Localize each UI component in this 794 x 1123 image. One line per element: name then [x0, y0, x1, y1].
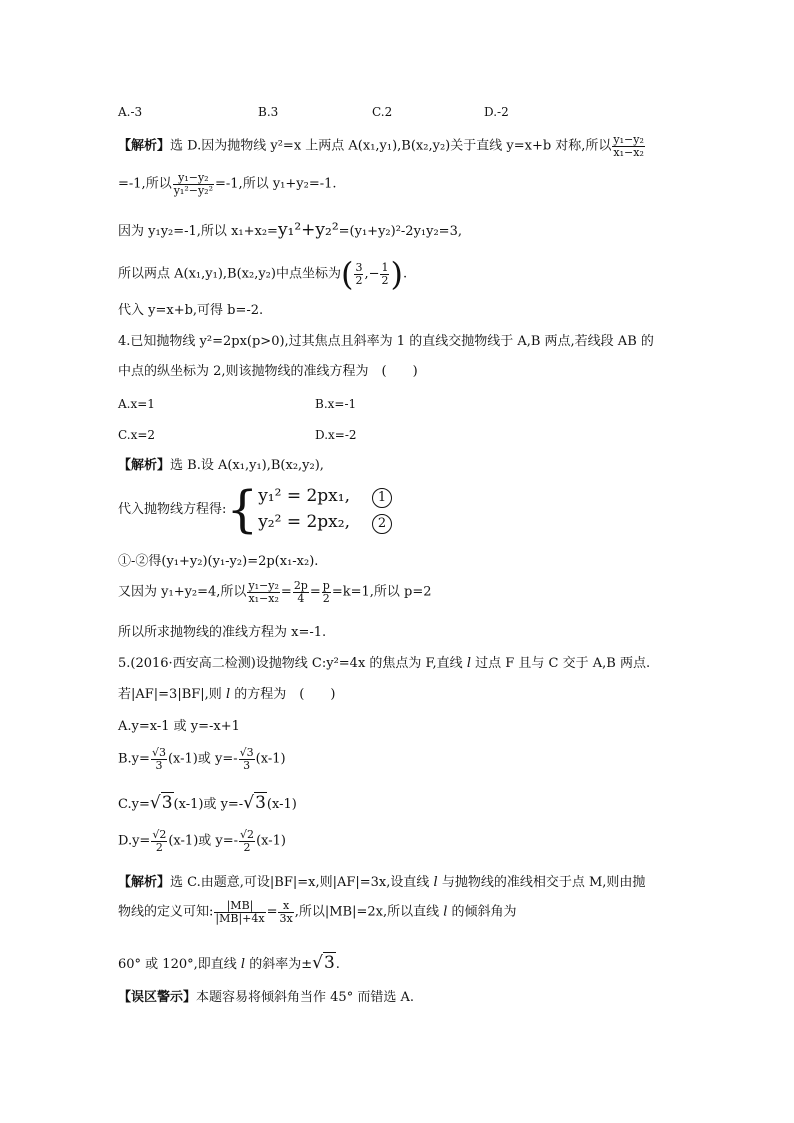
- circled-number-2: 2: [372, 514, 392, 534]
- fraction: $\frac{|MB|}{|MB|+4x}$: [215, 899, 265, 925]
- fraction: $\frac{√2}{2}$: [240, 828, 255, 854]
- q4-solution-line-4: 又因为 y₁+y₂=4,所以 $\frac{\text{y₁−y₂}}{\text{x₁−x₂}}$ = $\frac{2p}{4}$ = $\frac{p}{2}$ =k=1,所以 p=2: [118, 579, 432, 605]
- q3-solution-line-4: 所以两点 A(x₁,y₁),B(x₂,y₂)中点坐标为( $\frac{3}{2}$ ,− $\frac{1}{2}$ ).: [118, 255, 408, 293]
- q5-solution-line-2: 物线的定义可知: $\frac{|MB|}{|MB|+4x}$ = $\frac{x}{3x}$ ,所以|MB|=2x,所以直线 l 的倾斜角为: [118, 899, 517, 925]
- fraction: $\frac{x}{3x}$: [279, 899, 293, 925]
- fraction: $\frac{\text{y₁−y₂}}{\text{x₁−x₂}}$: [613, 133, 644, 159]
- analysis-tag: 【解析】: [118, 458, 171, 473]
- q4-stem-line-1: 4.已知抛物线 y²=2px(p>0),过其焦点且斜率为 1 的直线交抛物线于 A,B 两点,若线段 AB 的: [118, 334, 654, 349]
- fraction: $\frac{2p}{4}$: [293, 579, 308, 605]
- q3-option-d: D.-2: [484, 105, 509, 119]
- q4-equation-system: 代入抛物线方程得:{ y₁² = 2px₁, 1 y₂² = 2px₂, 2: [118, 483, 392, 536]
- q5-option-b: B.y= $\frac{√3}{3}$ (x-1)或 y=- $\frac{√3}{3}$ (x-1): [118, 746, 286, 772]
- fraction: $\frac{√3}{3}$: [151, 746, 166, 772]
- circled-number-1: 1: [372, 488, 392, 508]
- q5-option-d: D.y= $\frac{√2}{2}$ (x-1)或 y=- $\frac{√2}{2}$ (x-1): [118, 828, 286, 854]
- q3-option-c: C.2: [372, 105, 393, 119]
- fraction: $\frac{√3}{3}$: [239, 746, 254, 772]
- fraction: $\frac{3}{2}$: [355, 260, 363, 287]
- square-root: √3: [243, 793, 266, 813]
- q5-solution-line-3: 60° 或 120°,即直线 l 的斜率为±√3.: [118, 953, 340, 973]
- q4-option-c: C.x=2: [118, 428, 156, 442]
- q4-solution-line-1: 【解析】选 B.设 A(x₁,y₁),B(x₂,y₂),: [118, 458, 324, 473]
- q3-solution-line-5: 代入 y=x+b,可得 b=-2.: [118, 303, 264, 318]
- square-root: √3: [149, 793, 173, 813]
- q5-warning-line: 【误区警示】本题容易将倾斜角当作 45° 而错选 A.: [118, 990, 414, 1005]
- q5-option-c: C.y=√3(x-1)或 y=-√3(x-1): [118, 793, 297, 813]
- square-root: √3: [312, 953, 335, 973]
- q5-solution-line-1: 【解析】选 C.由题意,可设|BF|=x,则|AF|=3x,设直线 l 与抛物线的准线相交于点 M,则由抛: [118, 875, 646, 890]
- q3-option-a: A.-3: [118, 105, 143, 119]
- q4-solution-line-3: ①-②得(y₁+y₂)(y₁-y₂)=2p(x₁-x₂).: [118, 554, 319, 569]
- q3-solution-line-2: =-1,所以 $\frac{\text{y₁−y₂}}{\text{y₁²−y₂²}}$ =-1,所以 y₁+y₂=-1.: [118, 171, 337, 197]
- q4-option-d: D.x=-2: [315, 428, 357, 442]
- q5-stem-line-1: 5.(2016·西安高二检测)设抛物线 C:y²=4x 的焦点为 F,直线 l 过点 F 且与 C 交于 A,B 两点.: [118, 656, 651, 671]
- fraction: $\frac{√2}{2}$: [152, 828, 167, 854]
- fraction: $\frac{p}{2}$: [322, 579, 330, 605]
- analysis-tag: 【解析】: [118, 875, 171, 890]
- q4-stem-line-2: 中点的纵坐标为 2,则该抛物线的准线方程为 ( ): [118, 364, 418, 379]
- fraction: $\frac{1}{2}$: [381, 260, 389, 287]
- q5-option-a: A.y=x-1 或 y=-x+1: [118, 719, 240, 734]
- analysis-tag: 【解析】: [118, 138, 171, 154]
- q4-solution-line-5: 所以所求抛物线的准线方程为 x=-1.: [118, 625, 327, 640]
- q3-solution-line-1: [118, 134, 646, 158]
- q3-option-b: B.3: [258, 105, 279, 119]
- q5-stem-line-2: 若|AF|=3|BF|,则 l 的方程为 ( ): [118, 687, 336, 702]
- q3-solution-line-3: 因为 y₁y₂=-1,所以 x₁+x₂=y₁²+y₂²=(y₁+y₂)²-2y₁y₂=3,: [118, 220, 462, 240]
- fraction: $\frac{\text{y₁−y₂}}{\text{y₁²−y₂²}}$: [173, 171, 213, 197]
- q4-option-b: B.x=-1: [315, 397, 357, 411]
- q3-solution-text: 选 D.因为抛物线 y²=x 上两点 A(x₁,y₁),B(x₂,y₂)关于直线 y=x+b 对称,所以: [170, 138, 612, 154]
- fraction: $\frac{\text{y₁−y₂}}{\text{x₁−x₂}}$: [248, 579, 279, 605]
- q4-option-a: A.x=1: [118, 397, 155, 411]
- warning-tag: 【误区警示】: [118, 990, 197, 1005]
